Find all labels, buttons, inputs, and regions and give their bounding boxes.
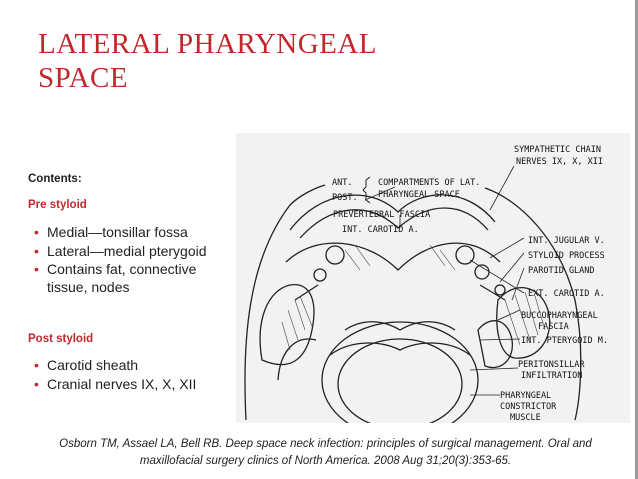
citation: Osborn TM, Assael LA, Bell RB. Deep space neck infection: principles of surgical management. Oral and maxillofacial surgery clinics of North America. 2008 Aug 31;20(3):353-65. <box>59 438 592 467</box>
label-prevertebral: PREVERTEBRAL FASCIA <box>333 210 431 220</box>
label-nerves: NERVES IX, X, XII <box>516 157 603 167</box>
label-compartments-2: PHARYNGEAL SPACE <box>378 190 460 200</box>
pre-styloid-list <box>34 224 239 297</box>
label-ext-carotid: EXT. CAROTID A. <box>528 289 605 299</box>
list-item: • Medial—tonsillar fossa <box>34 224 239 242</box>
label-phar-2: CONSTRICTOR <box>500 402 557 412</box>
label-parotid: PAROTID GLAND <box>528 266 595 276</box>
contents-label: Contents: <box>28 173 82 185</box>
title-line-2: SPACE <box>38 62 129 94</box>
post-styloid-heading: Post styloid <box>28 333 94 345</box>
post-styloid-list <box>34 357 239 394</box>
label-peri-2: INFILTRATION <box>521 371 583 381</box>
label-styloid: STYLOID PROCESS <box>528 251 605 261</box>
label-phar-3: MUSCLE <box>510 413 541 423</box>
label-sympathetic: SYMPATHETIC CHAIN <box>514 145 601 155</box>
label-peri-1: PERITONSILLAR <box>518 360 585 370</box>
list-item: • Contains fat, connective tissue, nodes <box>34 261 239 296</box>
pre-styloid-heading: Pre styloid <box>28 199 87 211</box>
label-compartments-1: COMPARTMENTS OF LAT. <box>378 178 481 188</box>
label-bucco-2: FASCIA <box>538 322 569 332</box>
list-item: • Carotid sheath <box>34 357 239 375</box>
label-phar-1: PHARYNGEAL <box>500 391 552 401</box>
label-bucco-1: BUCCOPHARYNGEAL <box>521 311 598 321</box>
label-int-pterygoid: INT. PTERYGOID M. <box>521 336 608 346</box>
anatomy-diagram <box>236 133 630 423</box>
label-ant: ANT. <box>332 178 353 188</box>
slide-title <box>38 27 458 95</box>
label-int-jugular: INT. JUGULAR V. <box>528 236 605 246</box>
label-int-carotid: INT. CAROTID A. <box>342 225 419 235</box>
list-item: • Cranial nerves IX, X, XII <box>34 376 239 394</box>
title-line-1: LATERAL PHARYNGEAL <box>38 28 378 60</box>
list-item: • Lateral—medial pterygoid <box>34 243 239 261</box>
label-post: POST. <box>332 193 358 203</box>
